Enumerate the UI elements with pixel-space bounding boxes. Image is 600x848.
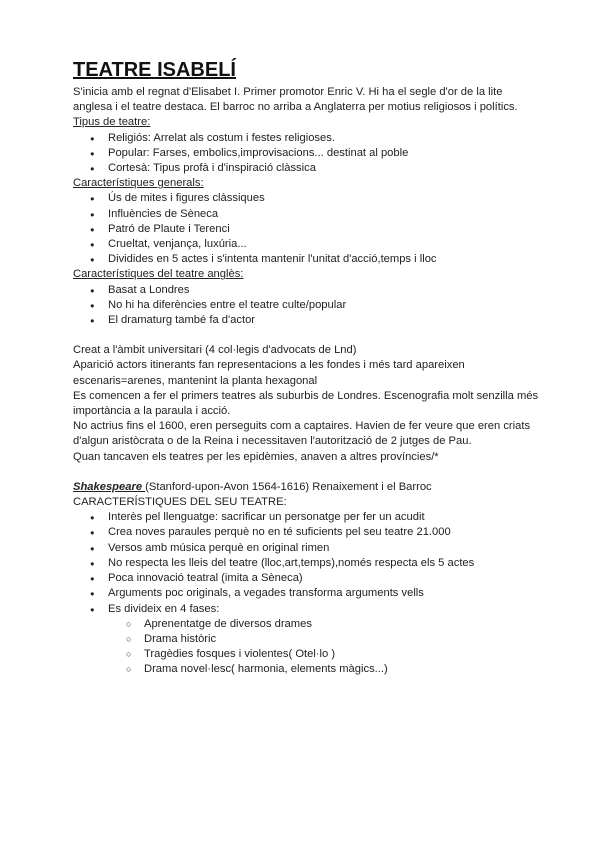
- generals-heading: Característiques generals:: [73, 177, 204, 190]
- paragraph: No actrius fins el 1600, eren perseguits com a captaires. Havien de fer veure que eren criats d'algun aristòcrata o de la Reina i necessitaven l'autorització de 2 jutges de Pau.: [73, 420, 531, 448]
- shakespeare-name: Shakespeare: [73, 480, 146, 493]
- shakespeare-heading: CARACTERÍSTIQUES DEL SEU TEATRE:: [73, 496, 287, 509]
- paragraph: Es comencen a fer el primers teatres als suburbis de Londres. Escenografia molt senzilla més importància a la paraula i acció.: [73, 389, 539, 418]
- list-item: ● Ús de mites i figures clàssiques: [73, 191, 543, 206]
- page-title: TEATRE ISABELÍ: [73, 59, 236, 81]
- list-item: ● Crea noves paraules perquè no en té suficients pel seu teatre 21.000: [73, 525, 543, 540]
- shakespeare-list: [73, 510, 543, 677]
- sub-list-item: ○ Drama històric: [73, 632, 543, 647]
- tipus-list: [73, 131, 543, 177]
- list-item: ● Influències de Sèneca: [73, 207, 543, 222]
- sub-list-item: ○ Drama novel·lesc( harmonia, elements màgics...): [73, 662, 543, 677]
- paragraph: Quan tancaven els teatres per les epidèmies, anaven a altres províncies/*: [73, 450, 439, 463]
- list-item: [73, 602, 543, 678]
- generals-list: [73, 191, 543, 267]
- list-item: ● Poca innovació teatral (imita a Sèneca): [73, 571, 543, 586]
- list-item: ● No respecta les lleis del teatre (lloc,art,temps),només respecta els 5 actes: [73, 556, 543, 571]
- document-content: [73, 58, 543, 678]
- list-item: ● Popular: Farses, embolics,improvisacions... destinat al poble: [73, 146, 543, 161]
- paragraph: Creat a l'àmbit universitari (4 col·legis d'advocats de Lnd): [73, 344, 357, 357]
- list-item: ● Crueltat, venjança, luxúria...: [73, 237, 543, 252]
- list-item: ● Dividides en 5 actes i s'intenta mantenir l'unitat d'acció,temps i lloc: [73, 252, 543, 267]
- tipus-heading: Tipus de teatre:: [73, 116, 151, 129]
- phases-label: Es divideix en 4 fases:: [108, 602, 220, 615]
- sub-list-item: ○ Aprenentatge de diversos drames: [73, 617, 543, 632]
- paragraph: Aparició actors itinerants fan representacions a les fondes i més tard apareixen escenaris=arenes, mantenint la planta hexagonal: [73, 359, 465, 387]
- list-item: ● Cortesà: Tipus profà i d'inspiració clàssica: [73, 161, 543, 176]
- angles-list: [73, 283, 543, 329]
- spacer: [73, 465, 543, 480]
- shakespeare-details: (Stanford-upon-Avon 1564-1616) Renaixement i el Barroc: [145, 480, 432, 493]
- angles-heading: Característiques del teatre anglès:: [73, 268, 244, 281]
- list-item: ● Basat a Londres: [73, 283, 543, 298]
- list-item: ● El dramaturg també fa d'actor: [73, 313, 543, 328]
- list-item: ● Patró de Plaute i Terenci: [73, 222, 543, 237]
- list-item: ● Versos amb música perquè en original rimen: [73, 541, 543, 556]
- phases-list: [108, 617, 543, 678]
- list-item: ● Arguments poc originals, a vegades transforma arguments vells: [73, 586, 543, 601]
- spacer: [73, 328, 543, 343]
- intro-paragraph: S'inicia amb el regnat d'Elisabet I. Primer promotor Enric V. Hi ha el segle d'or de la lite anglesa i el teatre destaca. El barroc no arriba a Anglaterra per motius religiosos i polítics.: [73, 86, 518, 114]
- list-item: ● No hi ha diferències entre el teatre culte/popular: [73, 298, 543, 313]
- shakespeare-line: [73, 480, 543, 495]
- sub-list-item: ○ Tragèdies fosques i violentes( Otel·lo ): [73, 647, 543, 662]
- list-item: ● Religiós: Arrelat als costum i festes religioses.: [73, 131, 543, 146]
- list-item: ● Interès pel llenguatge: sacrificar un personatge per fer un acudit: [73, 510, 543, 525]
